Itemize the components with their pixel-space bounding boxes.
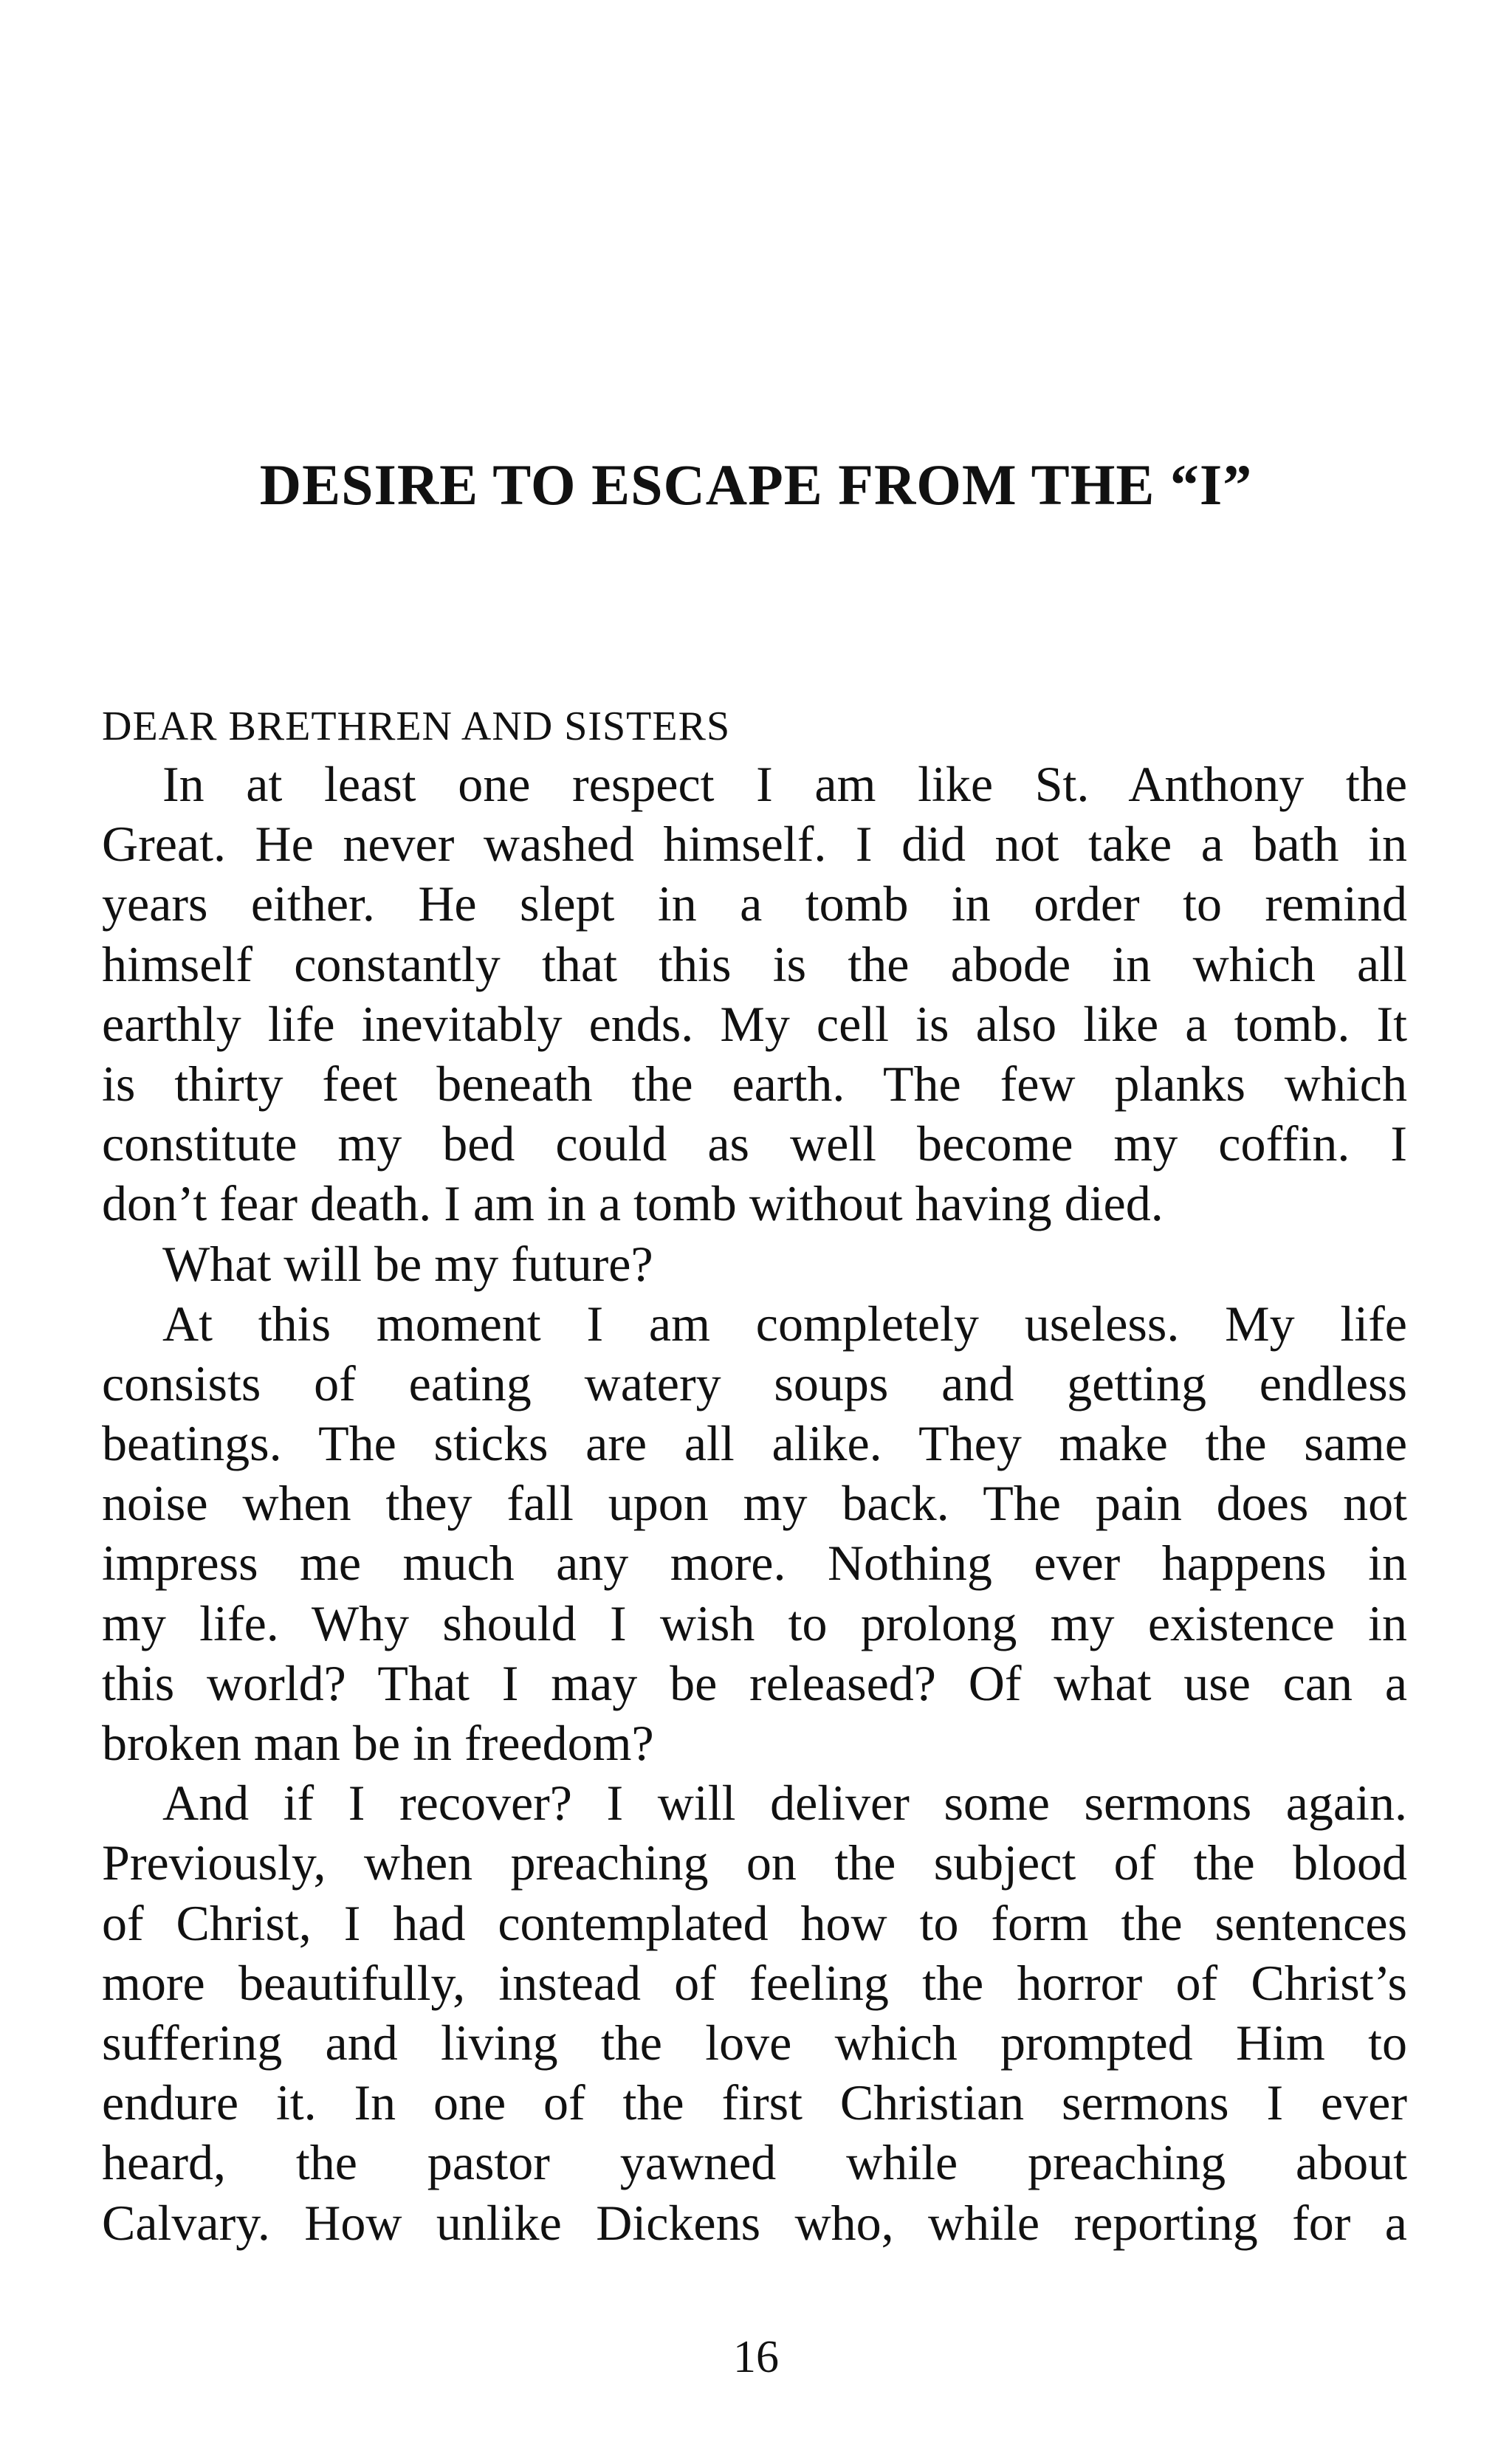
text-line: noise when they fall upon my back. The pain does not	[102, 1475, 1407, 1532]
text-line: beatings. The sticks are all alike. They make the same	[102, 1415, 1407, 1472]
text-line: don’t fear death. I am in a tomb without having died.	[102, 1175, 1164, 1232]
salutation: DEAR BRETHREN AND SISTERS	[102, 704, 731, 749]
text-line: more beautifully, instead of feeling the horror of Christ’s	[102, 1954, 1407, 2011]
text-line: In at least one respect I am like St. Anthony the	[162, 756, 1407, 812]
body-text	[102, 754, 1407, 2253]
text-line: this world? That I may be released? Of what use can a	[102, 1654, 1407, 1711]
text-line: is thirty feet beneath the earth. The few planks which	[102, 1055, 1407, 1112]
text-line: suffering and living the love which prompted Him to	[102, 2014, 1407, 2071]
text-line: endure it. In one of the first Christian sermons I ever	[102, 2074, 1407, 2131]
text-line: Calvary. How unlike Dickens who, while reporting for a	[102, 2194, 1407, 2251]
text-line: At this moment I am completely useless. My life	[162, 1295, 1407, 1352]
text-line: earthly life inevitably ends. My cell is also like a tomb. It	[102, 995, 1407, 1052]
text-line: Previously, when preaching on the subject of the blood	[102, 1834, 1407, 1891]
text-line: impress me much any more. Nothing ever happens in	[102, 1535, 1407, 1592]
text-line: years either. He slept in a tomb in order to remind	[102, 876, 1407, 932]
text-line: himself constantly that this is the abode in which all	[102, 935, 1407, 992]
text-line: my life. Why should I wish to prolong my existence in	[102, 1595, 1407, 1651]
text-line: What will be my future?	[162, 1235, 653, 1292]
text-line: Great. He never washed himself. I did not take a bath in	[102, 816, 1407, 873]
text-line: constitute my bed could as well become my coffin. I	[102, 1115, 1407, 1172]
page-number: 16	[733, 2332, 779, 2382]
text-line: consists of eating watery soups and getting endless	[102, 1355, 1407, 1411]
chapter-title: DESIRE TO ESCAPE FROM THE “I”	[259, 453, 1253, 517]
text-line: And if I recover? I will deliver some sermons again.	[162, 1775, 1407, 1832]
text-line: heard, the pastor yawned while preaching about	[102, 2134, 1407, 2191]
text-line: of Christ, I had contemplated how to form the sentences	[102, 1894, 1407, 1951]
text-line: broken man be in freedom?	[102, 1715, 654, 1771]
